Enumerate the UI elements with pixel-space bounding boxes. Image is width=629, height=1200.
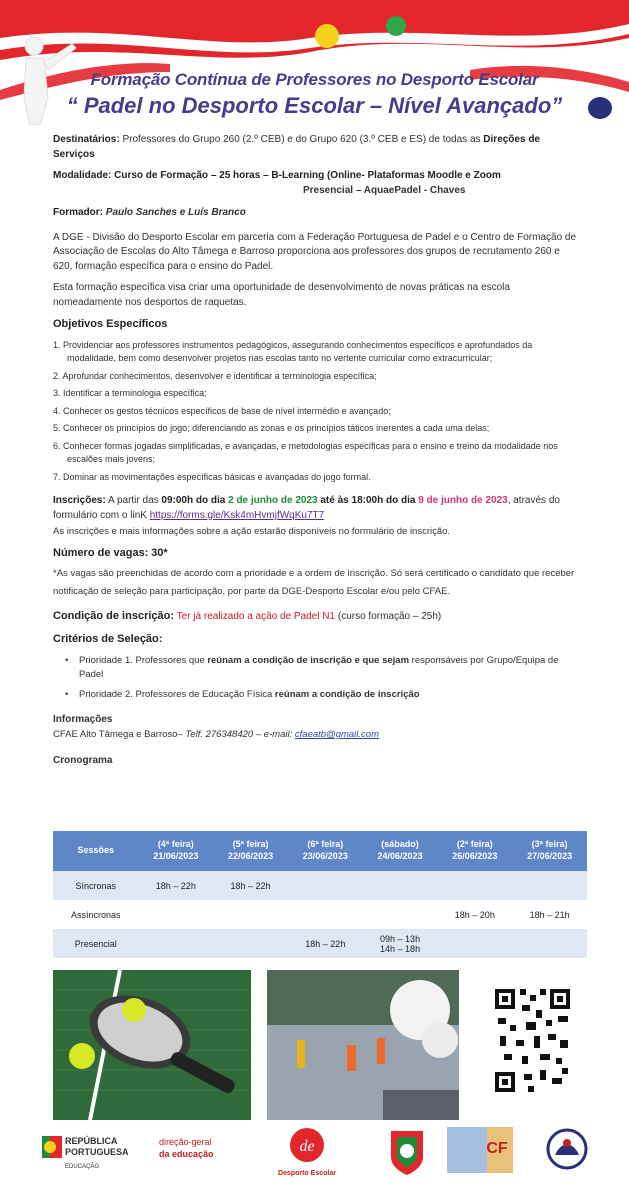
inscricoes-time: 09:00h do dia [161, 495, 226, 507]
condicao [53, 609, 581, 625]
criterio-bold: reúnam a condição de inscrição e que sejam [207, 655, 410, 667]
table-cell [213, 929, 288, 958]
vagas-label: Número de vagas: [53, 547, 149, 560]
criterios-heading: Critérios de Seleção: [53, 633, 163, 646]
green-ball-icon [386, 16, 406, 36]
cfae-logo [447, 1127, 513, 1173]
table-row [53, 929, 587, 958]
destinatarios [53, 133, 581, 162]
inscricoes-date-end: 9 de junho de 2023 [418, 495, 508, 507]
informacoes-email-label: – e-mail: [255, 728, 293, 740]
table-cell [363, 871, 438, 900]
yellow-ball-icon [315, 24, 339, 48]
content [53, 133, 581, 768]
table-row [53, 871, 587, 900]
inscricoes-label: Inscrições: [53, 495, 106, 507]
informacoes-heading: Informações [53, 714, 113, 726]
email-link[interactable]: cfaeatb@gmail.com [294, 728, 379, 740]
inscricoes-text-3: , através do formulário com o linK [53, 495, 560, 521]
table-cell: Assíncronas [53, 900, 138, 929]
table-cell [138, 929, 213, 958]
desporto-escolar-logo [275, 1125, 339, 1180]
objetivos-heading: Objetivos Específicos [53, 318, 168, 330]
list-item: 6. Conhecer formas jogadas simplificadas, e avançadas, e metodologias específicas para o ensino e treino da modalidade nos escalões mais jovens; [53, 440, 558, 465]
informacoes-line [53, 728, 581, 742]
page-subtitle: “ Padel no Desporto Escolar – Nível Avançado” [66, 93, 563, 118]
table-cell: Síncronas [53, 871, 138, 900]
inscricoes [53, 494, 581, 523]
federation-logo [385, 1127, 429, 1177]
inscricoes-date-start: 2 de junho de 2023 [228, 495, 318, 507]
condicao-rest: (curso formação – 25h) [337, 611, 442, 623]
de-text: Desporto Escolar [278, 1170, 336, 1177]
formador-names: Paulo Sanches e Luís Branco [105, 207, 246, 218]
modalidade-label: Modalidade: [53, 170, 112, 181]
dge-logo [157, 1131, 247, 1171]
republica-portuguesa-logo [40, 1130, 140, 1175]
list-item: 2. Aprofundar conhecimentos, desenvolver e identificar a terminologia específica; [53, 370, 377, 381]
table-header-cell: (3ª feira) 27/06/2023 [512, 831, 587, 871]
table-cell: 18h – 22h [288, 929, 363, 958]
modalidade [53, 169, 581, 198]
table-cell [512, 929, 587, 958]
table-cell [213, 900, 288, 929]
table-cell [288, 871, 363, 900]
vagas [53, 546, 581, 562]
photos-row [0, 970, 629, 1125]
objetivos-list [53, 339, 581, 485]
table-header-cell: (6ª feira) 23/06/2023 [288, 831, 363, 871]
list-item [65, 654, 581, 682]
condicao-requirement: Ter já realizado a ação de Padel N1 [176, 611, 336, 623]
vagas-value: 30* [151, 547, 168, 560]
destinatarios-bold: Direções de Serviços [53, 134, 540, 160]
inscricoes-text-2: até às 18:00h do dia [320, 495, 416, 507]
table-cell: 09h – 13h 14h – 18h [363, 929, 438, 958]
criterio-bold: reúnam a condição de inscrição [274, 688, 420, 700]
padel-racket-photo [53, 970, 251, 1120]
modalidade-line1: Curso de Formação – 25 horas – B-Learning (Online- Plataformas Moodle e Zoom [114, 170, 501, 181]
form-link[interactable]: https://forms.gle/Ksk4mHvmjfWqKu7T7 [149, 509, 325, 521]
padel-players-photo [267, 970, 459, 1120]
table-cell: 18h – 22h [138, 871, 213, 900]
table-header-cell: Sessões [53, 831, 138, 871]
criterio-prefix: Prioridade 2. Professores de Educação Física [79, 688, 273, 700]
page-title: Formação Contínua de Professores no Desporto Escolar [90, 70, 539, 89]
condicao-label: Condição de inscrição: [53, 610, 175, 623]
paragraph-1: A DGE - Divisão do Desporto Escolar em parceria com a Federação Portuguesa de Padel e o Centro de Formação de Associação de Escolas do Alto Tâmega e Barroso proporciona aos professores dos grupos de recrutamento 260 e 620, formação específica para o ensino do Padel. [53, 231, 577, 272]
cronograma-heading: Cronograma [53, 754, 113, 766]
table-cell [363, 900, 438, 929]
list-item: 7. Dominar as movimentações específicas básicas e avançadas do jogo formal. [53, 471, 371, 482]
republica-text-1: REPÚBLICA [65, 1136, 118, 1146]
destinatarios-label: Destinatários: [53, 134, 120, 145]
list-item: 1. Providenciar aos professores instrumentos pedagógicos, assegurando conhecimentos específicos e aprofundados da modalidade, bem como desenvolver projetos nas escolas tanto no vertente curricular como extracurricular; [53, 339, 533, 364]
informacoes-tel: Telf. 276348420 [185, 728, 254, 740]
inscricoes-text-1: A partir das [108, 495, 159, 507]
table-cell: 18h – 22h [213, 871, 288, 900]
table-cell [437, 871, 512, 900]
qr-code-icon [493, 987, 573, 1095]
table-cell: Presencial [53, 929, 138, 958]
criterios-list [53, 654, 581, 701]
table-header-cell: (4ª feira) 21/06/2023 [138, 831, 213, 871]
vagas-note: *As vagas são preenchidas de acordo com a prioridade e a ordem de inscrição. Só será certificado o candidato que receber notificação de seleção para participação, por parte da DGE-Desporto Escolar e/ou pelo CFAE. [53, 568, 575, 598]
cf-text: CF [486, 1140, 508, 1157]
dge-text-2: da educação [159, 1149, 214, 1159]
table-header-cell: (sábado) 24/06/2023 [363, 831, 438, 871]
school-crest-logo [545, 1127, 589, 1173]
table-cell [288, 900, 363, 929]
list-item: 5. Conhecer os princípios do jogo; diferenciando as zonas e os princípios táticos inerentes a cada uma delas; [53, 423, 490, 434]
cronograma-table [53, 831, 587, 958]
formador-label: Formador: [53, 207, 103, 218]
republica-text-2: PORTUGUESA [65, 1147, 129, 1157]
table-row [53, 900, 587, 929]
table-cell [437, 929, 512, 958]
table-header-row [53, 831, 587, 871]
table-cell [138, 900, 213, 929]
logos-row [0, 1125, 629, 1200]
table-cell: 18h – 20h [437, 900, 512, 929]
table-header-cell: (2ª feira) 26/06/2023 [437, 831, 512, 871]
table-header-cell: (5ª feira) 22/06/2023 [213, 831, 288, 871]
svg-text:de: de [299, 1138, 315, 1155]
formador [53, 206, 581, 221]
list-item: 4. Conhecer os gestos técnicos específicos de base de nível intermédio e avançado; [53, 405, 391, 416]
informacoes-org: CFAE Alto Tâmega e Barroso– [53, 728, 183, 740]
criterio-suffix: responsáveis por Grupo/Equipa de Padel [79, 655, 559, 680]
table-cell [512, 871, 587, 900]
criterio-prefix: Prioridade 1. Professores que [79, 655, 205, 667]
list-item: 3. Identificar a terminologia específica; [53, 388, 207, 399]
paragraph-2: Esta formação específica visa criar uma oportunidade de desenvolvimento de novas práticas na escola nomeadamente nos desportos de raquetas. [53, 282, 510, 308]
table-cell: 18h – 21h [512, 900, 587, 929]
list-item [65, 688, 581, 702]
republica-text-3: EDUCAÇÃO [65, 1164, 100, 1170]
destinatarios-text: Professores do Grupo 260 (2.º CEB) e do Grupo 620 (3.º CEB e ES) de todas as [122, 134, 481, 145]
dge-text-1: direção-geral [159, 1137, 212, 1147]
modalidade-line2: Presencial – AquaePadel - Chaves [303, 184, 466, 196]
inscricoes-note: As inscrições e mais informações sobre a ação estarão disponíveis no formulário de inscrição. [53, 526, 451, 538]
